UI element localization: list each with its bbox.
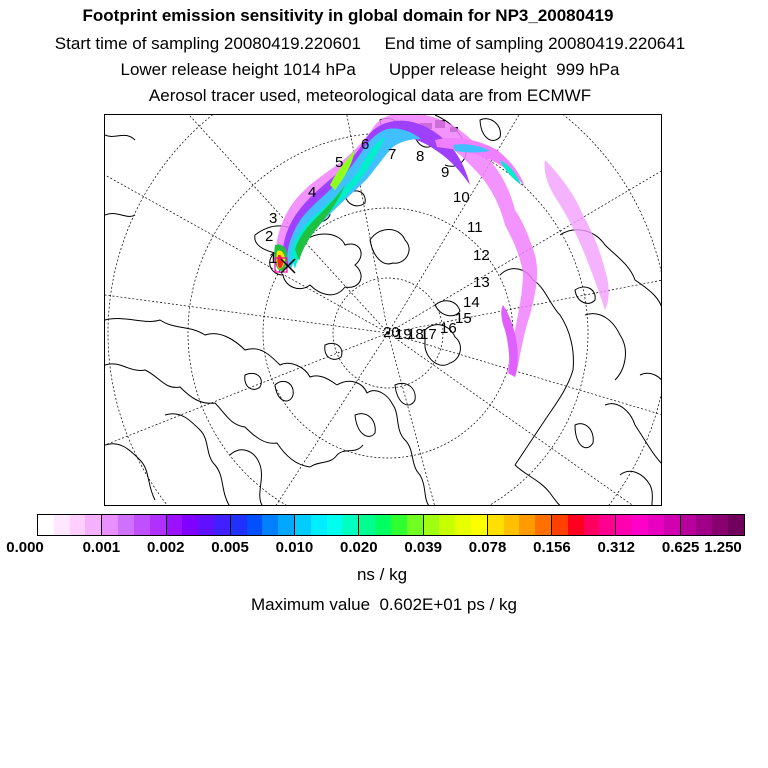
colorbar-segment [391,515,407,535]
trajectory-label-13: 13 [473,274,490,291]
colorbar-tick-label: 0.005 [211,539,249,556]
colorbar-segment [134,515,150,535]
colorbar-segment [728,515,744,535]
colorbar-segment [584,515,600,535]
colorbar-segment [214,515,231,535]
colorbar-tick-label: 0.078 [468,539,507,556]
trajectory-label-19: 19 [395,326,412,343]
colorbar-tick-label: 1.250 [704,539,742,556]
colorbar-tick-label: 0.010 [275,539,314,556]
trajectory-label-11: 11 [467,219,483,236]
trajectory-label-16: 16 [440,320,457,337]
colorbar-tick-label: 0.039 [404,539,442,556]
colorbar-segment [295,515,311,535]
colorbar-segment [342,515,359,535]
colorbar-segment [599,515,616,535]
colorbar-segment [696,515,712,535]
colorbar-segment [439,515,455,535]
trajectory-label-1: 1 [269,250,278,267]
colorbar-segment [552,515,568,535]
trajectory-label-6: 6 [361,136,370,153]
colorbar-segment [262,515,278,535]
colorbar-tick-label: 0.020 [340,539,378,556]
colorbar-segment [247,515,263,535]
trajectory-label-10: 10 [453,189,470,206]
colorbar-segment [616,515,632,535]
coastlines [105,115,662,506]
trajectory-label-7: 7 [388,146,397,163]
colorbar [37,514,745,536]
colorbar-tick-label: 0.002 [146,539,185,556]
trajectory-label-3: 3 [269,210,278,227]
trajectory-label-12: 12 [473,247,490,264]
colorbar-segment [632,515,648,535]
colorbar-segment [375,515,391,535]
trajectory-label-20: 20 [383,324,400,341]
tracer-info-line: Aerosol tracer used, meteorological data are from ECMWF [148,86,592,105]
colorbar-segment [488,515,504,535]
trajectory-label-9: 9 [441,164,450,181]
trajectory-label-8: 8 [416,148,425,165]
colorbar-segment [504,515,520,535]
colorbar-tick-label: 0.312 [597,539,636,556]
colorbar-tick-label: 0.156 [533,539,571,556]
colorbar-unit: ns / kg [356,565,408,584]
colorbar-tick-label: 0.001 [82,539,121,556]
trajectory-label-15: 15 [455,310,472,327]
colorbar-segment [85,515,102,535]
emission-plume [274,115,609,377]
map-canvas [105,115,662,506]
colorbar-segment [407,515,424,535]
colorbar-segment [648,515,664,535]
colorbar-segment [198,515,214,535]
graticule [105,115,662,506]
colorbar-segment [54,515,70,535]
trajectory-label-14: 14 [463,294,480,311]
colorbar-segment [231,515,247,535]
trajectory-label-4: 4 [308,184,317,201]
release-height-line: Lower release height 1014 hPa Upper release height 999 hPa [120,60,620,79]
colorbar-segment [664,515,681,535]
colorbar-segment [568,515,584,535]
colorbar-segment [182,515,198,535]
trajectory-label-17: 17 [420,326,437,343]
colorbar-segment [118,515,134,535]
colorbar-segment [70,515,86,535]
sampling-time-line: Start time of sampling 20080419.220601 End time of sampling 20080419.220641 [54,34,686,53]
colorbar-segment [167,515,183,535]
colorbar-segment [455,515,471,535]
trajectory-label-2: 2 [265,228,274,245]
colorbar-tick-label: 0.000 [6,539,44,556]
maximum-value-text: Maximum value 0.602E+01 ps / kg [251,595,517,614]
plot-title: Footprint emission sensitivity in global domain for NP3_20080419 [82,6,614,25]
polar-map [104,114,662,506]
trajectory-label-5: 5 [335,154,344,171]
colorbar-segment [150,515,167,535]
colorbar-segment [424,515,440,535]
colorbar-segment [519,515,535,535]
colorbar-tick-label: 0.625 [661,539,700,556]
colorbar-segment [102,515,118,535]
colorbar-segment [278,515,295,535]
colorbar-segment [311,515,327,535]
colorbar-segment [38,515,54,535]
trajectory-label-18: 18 [407,326,424,343]
colorbar-segment [712,515,728,535]
colorbar-segment [327,515,343,535]
colorbar-tick-labels [0,539,768,559]
colorbar-segment [359,515,375,535]
colorbar-segment [471,515,488,535]
colorbar-segment [681,515,697,535]
colorbar-segment [535,515,552,535]
